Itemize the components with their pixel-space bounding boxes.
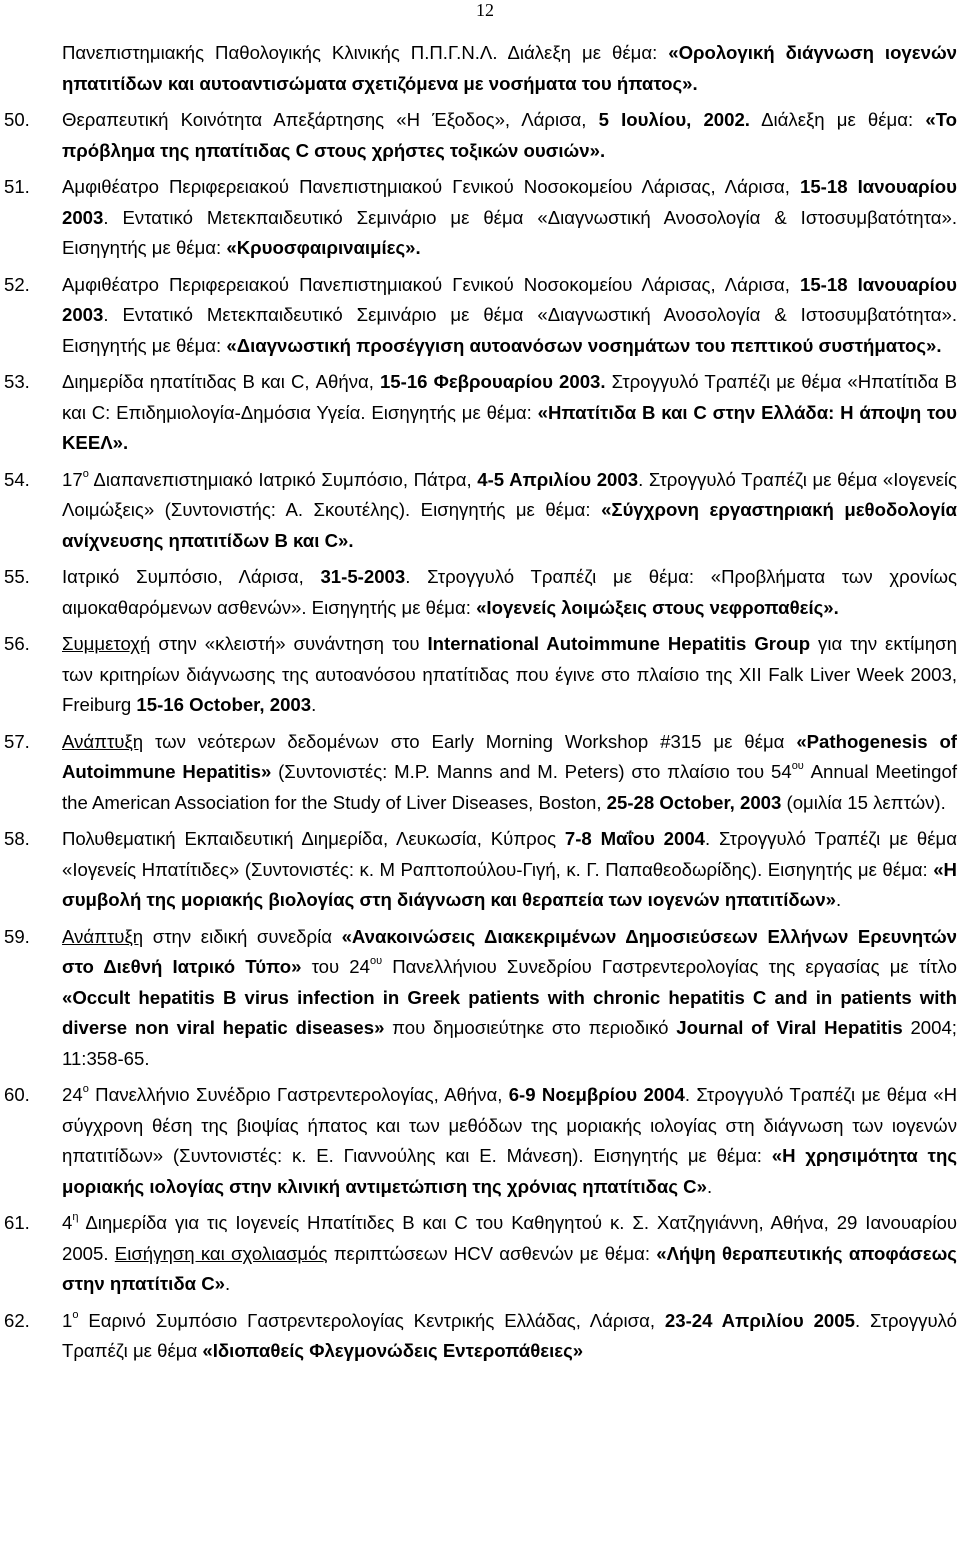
bold-text: «Το πρόβλημα της ηπατίτιδας C στους χρήστες τοξικών ουσιών». <box>62 109 958 161</box>
body-text: 1 <box>62 1309 73 1331</box>
list-item <box>0 1306 960 1367</box>
superscript-text: ου <box>791 760 804 772</box>
bold-text: «Ηπατίτιδα Β και C στην Ελλάδα: Η άποψη του ΚΕΕΛ». <box>62 401 957 453</box>
bold-text: «Ιογενείς λοιμώξεις στους νεφροπαθείς». <box>476 596 839 618</box>
body-text: . Στρογγυλό Τραπέζι με θέμα «Ιογενείς Ηπατίτιδες» (Συντονιστές: κ. Μ Ραπτοπούλου-Γιγή, κ. Γ. Παπαθεοδωρίδης). Εισηγητής με θέμα: <box>62 828 957 880</box>
list-item-number: 61. <box>4 1212 30 1233</box>
superscript-text: η <box>72 1211 79 1223</box>
bold-text: 23-24 Απριλίου 2005 <box>664 1309 855 1331</box>
superscript-text: ου <box>369 955 383 967</box>
list-item <box>0 1208 960 1300</box>
list-item <box>0 922 960 1075</box>
body-text: 24 <box>62 1084 83 1105</box>
list-item-number: 51. <box>4 176 30 197</box>
bold-text: 4-5 Απριλίου 2003 <box>477 468 639 490</box>
body-text: (Συντονιστές: M.P. Manns and M. Peters) στο πλαίσιο του 54 <box>271 761 792 782</box>
body-text: που δημοσιεύτηκε στο περιοδικό <box>384 1017 677 1038</box>
list-item-number: 54. <box>4 468 30 490</box>
body-text: . <box>224 1273 231 1294</box>
body-text: περιπτώσεων HCV ασθενών με θέμα: <box>327 1242 657 1264</box>
list-item-number: 56. <box>4 633 30 654</box>
bold-text: International Autoimmune Hepatitis Group <box>427 633 811 654</box>
underlined-text: Εισήγηση και σχολιασμός <box>114 1242 328 1264</box>
list-item-number: 62. <box>4 1309 30 1331</box>
bold-text: «Occult hepatitis B virus infection in Greek patients with chronic hepatitis C and in patients with diverse non viral hepatic diseases» <box>62 986 957 1038</box>
bold-text: «Ανακοινώσεις Διακεκριμένων Δημοσιεύσεων Ελλήνων Ερευνητών στο Διεθνή Ιατρικό Τύπο» <box>62 925 957 977</box>
list-item <box>0 727 960 819</box>
body-text: Ιατρικό Συμπόσιο, Λάρισα, <box>62 566 321 587</box>
bold-text: 5 Ιουλίου, 2002. <box>598 109 750 130</box>
body-text: . Στρογγυλό Τραπέζι με θέμα «Ιογενείς Λοιμώξεις» (Συντονιστής: Α. Σκουτέλης). Εισηγητής με θέμα: <box>62 468 957 520</box>
bold-text: «Ορολογική διάγνωση ιογενών ηπατιτίδων και αυτοαντισώματα σχετιζόμενα με νοσήματα του ήπατος». <box>62 42 957 94</box>
list-item-number: 53. <box>4 371 30 392</box>
body-text: Εαρινό Συμπόσιο Γαστρεντερολογίας Κεντρικής Ελλάδας, Λάρισα, <box>78 1309 665 1331</box>
body-text: . <box>836 889 842 910</box>
bold-text: 25-28 October, 2003 <box>606 791 782 813</box>
bold-text: «Η χρησιμότητα της μοριακής ιολογίας στην κλινική αντιμετώπιση της χρόνιας ηπατίτιδας C» <box>62 1145 957 1197</box>
bold-text: 6-9 Νοεμβρίου 2004 <box>508 1084 685 1105</box>
underlined-text: Ανάπτυξη <box>62 925 144 947</box>
body-text: . Εντατικό Μετεκπαιδευτικό Σεμινάριο με θέμα «Διαγνωστική Ανοσολογία & Ιστοσυμβατότητα». Εισηγητής με θέμα: <box>62 206 957 258</box>
bold-text: «Σύγχρονη εργαστηριακή μεθοδολογία ανίχνευσης ηπατιτίδων Β και C». <box>62 499 957 551</box>
body-text: 4 <box>62 1212 73 1233</box>
list-item <box>0 1080 960 1202</box>
body-text: των νεότερων δεδομένων στο Early Morning Workshop #315 με θέμα <box>143 730 797 752</box>
body-text: Διημερίδα για τις Ιογενείς Ηπατίτιδες Β και C του Καθηγητού κ. Σ. Χατζηγιάννη, Αθήνα, 29 Ιανουαρίου 2005. <box>62 1212 957 1264</box>
page-number <box>0 0 960 20</box>
bold-text: 15-16 October, 2003 <box>136 694 312 715</box>
body-text: . Εντατικό Μετεκπαιδευτικό Σεμινάριο με θέμα «Διαγνωστική Ανοσολογία & Ιστοσυμβατότητα». Εισηγητής με θέμα: <box>62 304 957 356</box>
list-item <box>0 172 960 264</box>
body-text: Θεραπευτική Κοινότητα Απεξάρτησης «Η Έξοδος», Λάρισα, <box>62 109 599 130</box>
body-text: . Στρογγυλό Τραπέζι με θέμα «Η σύγχρονη θέση της βιοψίας ήπατος και των μεθόδων της μοριακής ιολογίας στη διάγνωση των ιογενών ηπατιτίδων» (Συντονιστές: κ. Ε. Γιαννούλης και Ε. Μάνεση). Εισηγητής με θέμα: <box>62 1084 957 1166</box>
bold-text: 15-18 Ιανουαρίου 2003 <box>62 273 957 325</box>
body-text: . Στρογγυλό Τραπέζι με θέμα: «Προβλήματα των χρονίως αιμοκαθαρόμενων ασθενών». Εισηγητής με θέμα: <box>62 566 958 618</box>
bold-text: 7-8 Μαΐου 2004 <box>564 828 706 849</box>
body-text: Πανεπιστημιακής Παθολογικής Κλινικής Π.Π.Γ.Ν.Λ. Διάλεξη με θέμα: <box>62 42 669 63</box>
document-body <box>0 38 960 1367</box>
list-item <box>0 367 960 459</box>
body-text: Πανελλήνιου Συνεδρίου Γαστρεντερολογίας της εργασίας με τίτλο <box>382 956 957 977</box>
body-text: Annual Meetingof the American Association for the Study of Liver Diseases, Boston, <box>62 761 957 813</box>
body-text: του 24 <box>301 956 370 977</box>
superscript-text: ο <box>72 1308 79 1321</box>
body-text: Διημερίδα ηπατίτιδας Β και C, Αθήνα, <box>62 371 380 392</box>
body-text: 2004; 11:358-65. <box>62 1017 957 1069</box>
body-text: Αμφιθέατρο Περιφερειακού Πανεπιστημιακού Γενικού Νοσοκομείου Λάρισας, Λάρισα, <box>62 273 800 295</box>
underlined-text: Ανάπτυξη <box>62 730 144 752</box>
body-text: Πολυθεματική Εκπαιδευτική Διημερίδα, Λευκωσία, Κύπρος <box>62 828 565 849</box>
list-item <box>0 270 960 362</box>
bold-text: «Η συμβολή της μοριακής βιολογίας στη διάγνωση και θεραπεία των ιογενών ηπατιτίδων» <box>62 858 957 910</box>
body-text: Διαπανεπιστημιακό Ιατρικό Συμπόσιο, Πάτρα, <box>88 468 478 490</box>
body-text: Διάλεξη με θέμα: <box>749 109 926 130</box>
list-item-number: 55. <box>4 566 30 587</box>
list-item-number: 50. <box>4 109 30 130</box>
list-item <box>0 105 960 166</box>
list-item-number: 52. <box>4 273 30 295</box>
list-item <box>0 562 960 623</box>
bold-text: «Pathogenesis of Autoimmune Hepatitis» <box>62 730 957 782</box>
bold-text: «Λήψη θεραπευτικής αποφάσεως στην ηπατίτιδα C» <box>62 1242 957 1294</box>
list-item-number: 57. <box>4 730 30 752</box>
list-item <box>0 38 960 99</box>
body-text: (ομιλία 15 λεπτών). <box>781 791 946 813</box>
list-item-number: 58. <box>4 828 30 849</box>
list-item <box>0 465 960 557</box>
body-text: . Στρογγυλό Τραπέζι με θέμα <box>62 1309 957 1361</box>
list-item <box>0 629 960 721</box>
underlined-text: Συμμετοχή <box>62 633 151 654</box>
list-item-number: 60. <box>4 1084 30 1105</box>
bold-text: 31-5-2003 <box>320 566 406 587</box>
body-text: Πανελλήνιο Συνέδριο Γαστρεντερολογίας, Αθήνα, <box>88 1084 509 1105</box>
body-text: . <box>706 1175 713 1197</box>
bold-text: «Ιδιοπαθείς Φλεγμονώδεις Εντεροπάθειες» <box>202 1340 584 1361</box>
body-text: Στρογγυλό Τραπέζι με θέμα «Ηπατίτιδα Β και C: Επιδημιολογία-Δημόσια Υγεία. Εισηγητής με θέμα: <box>62 371 958 423</box>
page-number-text: 12 <box>476 0 494 20</box>
superscript-text: ο <box>82 467 89 480</box>
list-item-number: 59. <box>4 925 30 947</box>
body-text: Αμφιθέατρο Περιφερειακού Πανεπιστημιακού Γενικού Νοσοκομείου Λάρισας, Λάρισα, <box>62 176 800 197</box>
bold-text: 15-16 Φεβρουαρίου 2003. <box>379 371 606 392</box>
bold-text: Journal of Viral Hepatitis <box>676 1017 903 1038</box>
superscript-text: ο <box>82 1083 89 1095</box>
body-text: 17 <box>62 468 83 490</box>
bold-text: «Κρυοσφαιριναιμίες». <box>226 237 421 258</box>
body-text: στην «κλειστή» συνάντηση του <box>150 633 428 654</box>
bold-text: «Διαγνωστική προσέγγιση αυτοανόσων νοσημάτων του πεπτικού συστήματος». <box>226 334 942 356</box>
body-text: για την εκτίμηση των κριτηρίων διάγνωσης της αυτοανόσου ηπατίτιδας που έγινε στο πλαίσιο της XII Falk Liver Week 2003, Freiburg <box>62 633 957 715</box>
list-item <box>0 824 960 916</box>
bold-text: 15-18 Ιανουαρίου 2003 <box>62 176 957 228</box>
body-text: στην ειδική συνεδρία <box>143 925 342 947</box>
body-text: . <box>311 694 317 715</box>
